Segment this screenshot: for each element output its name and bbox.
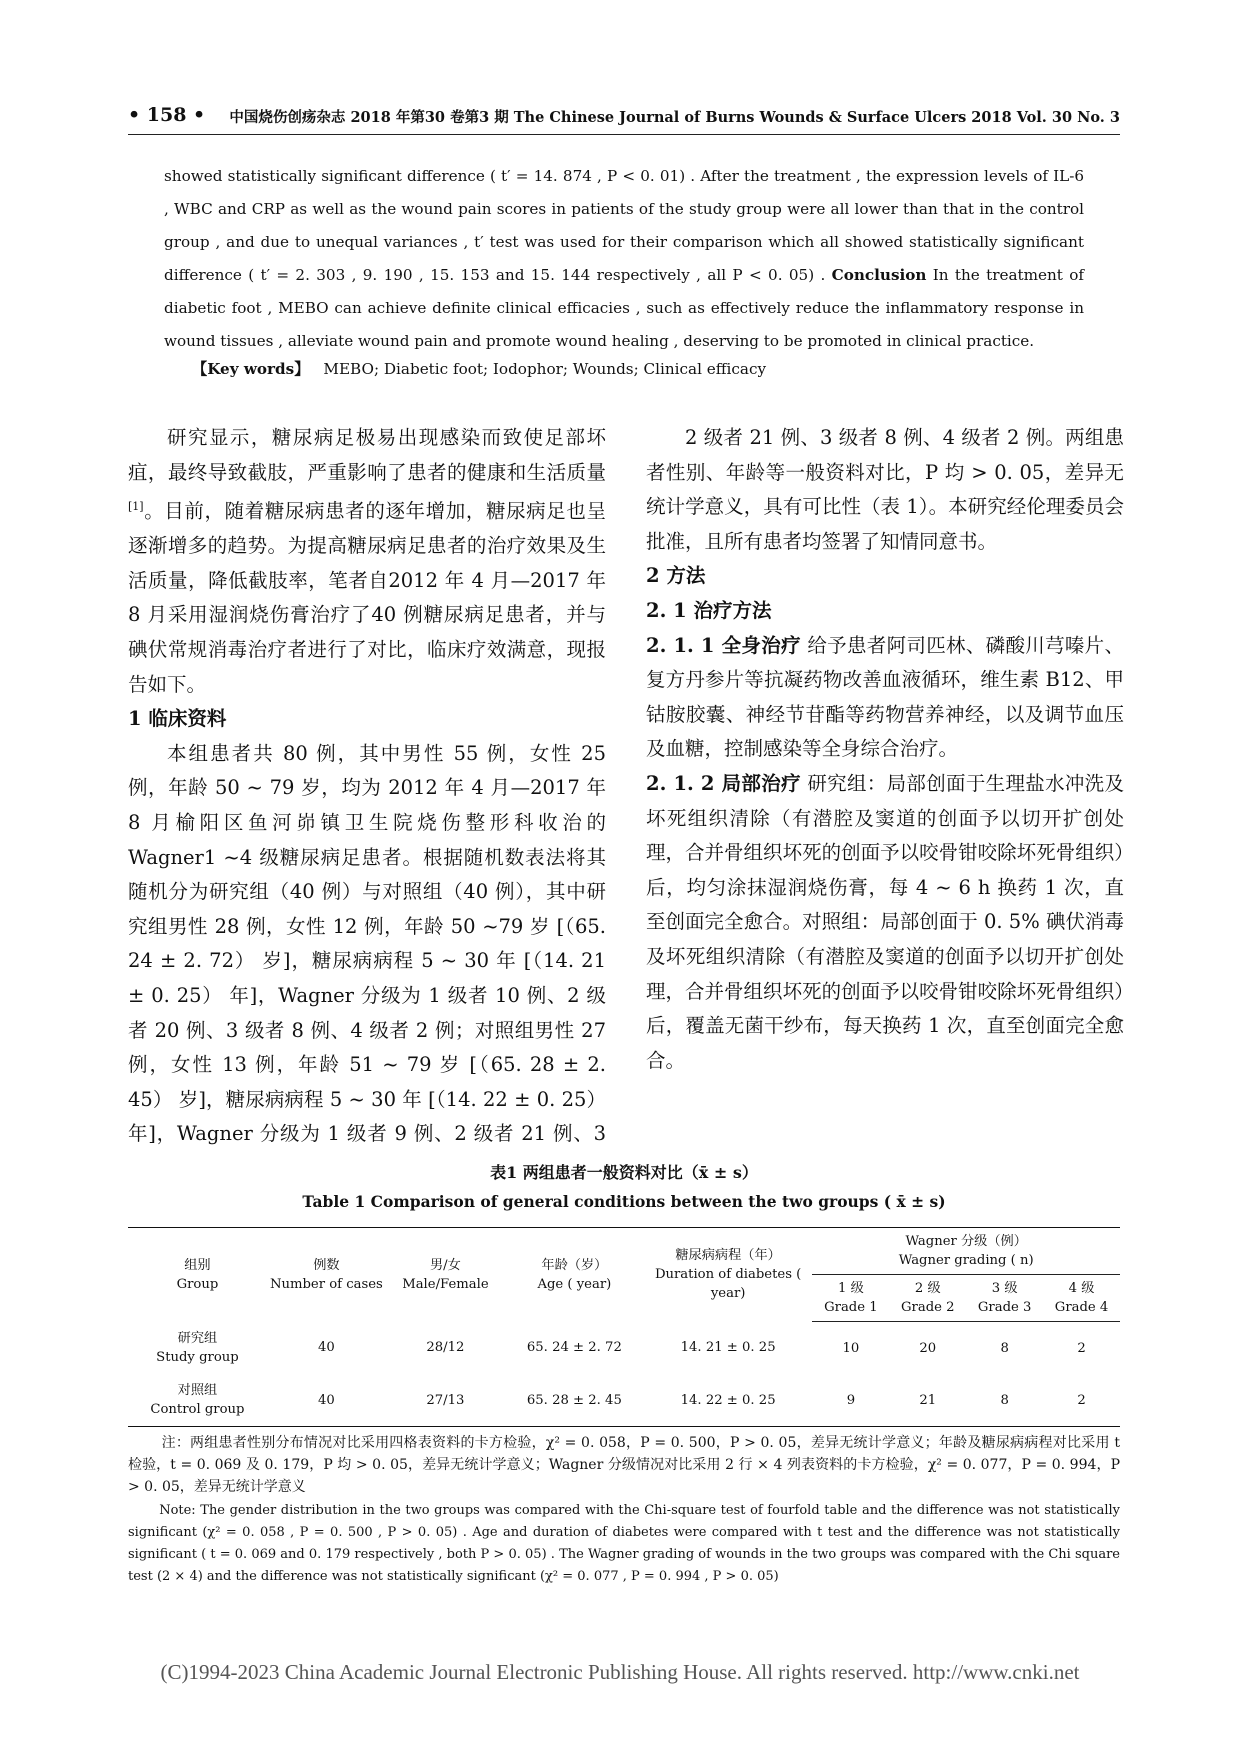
journal-running-title: 中国烧伤创疡杂志 2018 年第30 卷第3 期 The Chinese Journal of Burns Wounds & Surface Ulcers 2018 Vol. 30 No. 3 [229,109,1120,126]
section-1-continuation: 2 级者 21 例、3 级者 8 例、4 级者 2 例。两组患者性别、年龄等一般资料对比，P 均 > 0. 05，差异无统计学意义，具有可比性（表 1）。本研究经伦理委员会批准，且所有患者均签署了知情同意书。 [646,426,1124,553]
col-group: 组别 Group [128,1228,267,1322]
section-2-1-2-paragraph [646,767,1124,1078]
section-2-1-heading: 2. 1 治疗方法 [646,598,772,622]
conclusion-label: Conclusion [831,266,927,284]
col-grade-1: 1 级 Grade 1 [812,1275,889,1322]
col-grade-2: 2 级 Grade 2 [889,1275,966,1322]
col-grade-3: 3 级 Grade 3 [966,1275,1043,1322]
table-row: 对照组 Control group 40 27/13 65. 28 ± 2. 45 14. 22 ± 0. 25 9 21 8 2 [128,1374,1120,1427]
section-2-1-1-text: 给予患者阿司匹林、磷酸川芎嗪片、复方丹参片等抗凝药物改善血液循环，维生素 B12、甲钴胺胶囊、神经节苷酯等药物营养神经，以及调节血压及血糖，控制感染等全身综合治疗。 [646,633,1124,761]
col-sex: 男/女 Male/Female [386,1228,505,1322]
section-1-heading: 1 临床资料 [128,707,227,731]
table-title-en: Table 1 Comparison of general conditions between the two groups ( x̄ ± s) [302,1192,946,1211]
section-2-1-2-text: 研究组：局部创面于生理盐水冲洗及坏死组织清除（有潜腔及窦道的创面予以切开扩创处理，合并骨组织坏死的创面予以咬骨钳咬除坏死骨组织）后，均匀涂抹湿润烧伤膏，每 4 ~ 6 h 换药 1 次，直至创面完全愈合。对照组：局部创面于 0. 5% 碘伏消毒及坏死组织清除（有潜腔及窦道的创面予以切开扩创处理，合并骨组织坏死的创面予以咬骨钳咬除坏死骨组织）后，覆盖无菌干纱布，每天换药 1 次，直至创面完全愈合。 [646,771,1124,1072]
abstract-results: showed statistically significant difference ( t′ = 14. 874 , P < 0. 01) . After the treatment , the expression levels of IL-6 , WBC and CRP as well as the wound pain scores in patients of the study group were all lower than that in the control group , and due to unequal variances , t′ test was used for their comparison which all showed statistically significant difference ( t′ = 2. 303 , 9. 190 , 15. 153 and 15. 144 respectively , all P < 0. 05) . [164,167,1084,284]
table-title-zh: 表1 两组患者一般资料对比（x̄ ± s） [490,1163,758,1182]
table-note-en: Note: The gender distribution in the two groups was compared with the Chi-square test of fourfold table and the difference was not statistically significant (χ² = 0. 058 , P = 0. 500 , P > 0. 05) . Age and duration of diabetes were compared with t test and the difference was not statistically significant ( t = 0. 069 and 0. 179 respectively , both P > 0. 05) . The Wagner grading of wounds in the two groups was compared with the Chi square test (2 × 4) and the difference was not statistically significant (χ² = 0. 077 , P = 0. 994 , P > 0. 05) [128,1503,1120,1584]
col-grade-4: 4 级 Grade 4 [1043,1275,1120,1322]
col-wagner: Wagner 分级（例） Wagner grading ( n) [812,1228,1120,1275]
section-2-1-2-label: 2. 1. 2 局部治疗 [646,771,801,795]
intro-text-2: 。目前，随着糖尿病患者的逐年增加，糖尿病足也呈逐渐增多的趋势。为提高糖尿病足患者的治疗效果及生活质量，降低截肢率，笔者自2012 年 4 月—2017 年 8 月采用湿润烧伤膏治疗了40 例糖尿病足患者，并与碘伏常规消毒治疗者进行了对比，临床疗效满意，现报告如下。 [128,499,606,696]
section-2-1-1-paragraph [646,629,1124,767]
page-number: • 158 • [128,104,206,126]
abstract-conclusion: In the treatment of diabetic foot , MEBO can achieve definite clinical efficacies , such as effectively reduce the inflammatory response in wound tissues , alleviate wound pain and promote wound healing , deserving to be promoted in clinical practice. [164,266,1084,350]
page-header [128,104,1120,138]
col-cases: 例数 Number of cases [267,1228,386,1322]
table-row: 研究组 Study group 40 28/12 65. 24 ± 2. 72 14. 21 ± 0. 25 10 20 8 2 [156,1330,1086,1365]
keywords [192,358,1072,379]
section-2-1-1-label: 2. 1. 1 全身治疗 [646,633,801,657]
intro-text-1: 研究显示，糖尿病足极易出现感染而致使足部坏疽，最终导致截肢，严重影响了患者的健康和生活质量 [128,426,606,484]
right-column [646,421,1124,1078]
col-age: 年龄（岁） Age ( year) [505,1228,644,1322]
section-1-paragraph: 本组患者共 80 例，其中男性 55 例，女性 25 例，年龄 50 ~ 79 岁，均为 2012 年 4 月—2017 年 8 月榆阳区鱼河峁镇卫生院烧伤整形科收治的 Wagner1 ~4 级糖尿病足患者。根据随机数表法将其随机分为研究组（40 例）与对照组（40 例），其中研究组男性 28 例，女性 12 例，年龄 50 ~79 岁 [（65. 24 ± 2. 72） 岁]，糖尿病病程 5 ~ 30 年 [（14. 21 ± 0. 25） 年]，Wagner 分级为 1 级者 10 例、2 级者 20 例、3 级者 8 例、4 级者 2 例；对照组男性 27 例，女性 13 例，年龄 51 ~ 79 岁 [（65. 28 ± 2. 45） 岁]，糖尿病病程 5 ~ 30 年 [（14. 22 ± 0. 25） 年]，Wagner 分级为 1 级者 9 例、2 级者 21 例、3 [128,741,606,1146]
section-2-heading: 2 方法 [646,564,706,588]
header-rule [128,134,1120,135]
keywords-label: 【Key words】 [192,360,310,378]
intro-paragraph [128,421,606,702]
abstract-text [164,160,1084,358]
table-1 [128,1227,1120,1427]
col-duration: 糖尿病病程（年） Duration of diabetes ( year) [644,1228,813,1322]
copyright-footer: (C)1994-2023 China Academic Journal Electronic Publishing House. All rights reserved. http://www.cnki.net [160,1660,1080,1684]
keywords-list: MEBO; Diabetic foot; Iodophor; Wounds; Clinical efficacy [323,360,767,378]
left-column [128,421,606,1155]
citation-ref: [1] [128,500,144,514]
table-note-zh: 注：两组患者性别分布情况对比采用四格表资料的卡方检验，χ² = 0. 058，P = 0. 500，P > 0. 05，差异无统计学意义；年龄及糖尿病病程对比采用 t 检验，t = 0. 069 及 0. 179，P 均 > 0. 05，差异无统计学意义；Wagner 分级情况对比采用 2 行 × 4 列表资料的卡方检验，χ² = 0. 077，P = 0. 994，P > 0. 05，差异无统计学意义 [128,1435,1120,1495]
